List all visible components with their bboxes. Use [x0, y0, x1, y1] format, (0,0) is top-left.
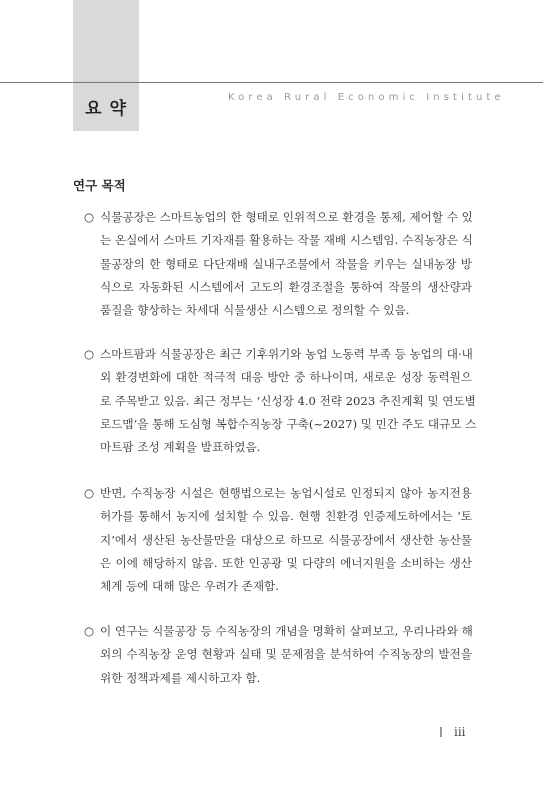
paragraph-2: [84, 343, 477, 459]
bullet-marker: ○: [84, 624, 95, 638]
page-footer: [440, 725, 466, 739]
bullet-marker: ○: [84, 210, 95, 224]
paragraph-line: ○ 반면, 수직농장 시설은 현행법으로는 농업시설로 인정되지 않아 농지전용: [84, 482, 472, 505]
paragraph-line: 품질을 향상하는 차세대 식물생산 시스템으로 정의할 수 있음.: [100, 303, 410, 318]
paragraph-line: 외 환경변화에 대한 적극적 대응 방안 중 하나이며, 새로운 성장 동력원으: [100, 370, 472, 385]
bullet-marker: ○: [84, 486, 95, 500]
paragraph-line: ○ 스마트팜과 식물공장은 최근 기후위기와 농업 노동력 부족 등 농업의 대·내: [84, 343, 472, 366]
paragraph-line: 물공장의 한 형태로 다단재배 실내구조물에서 작물을 키우는 실내농장 방: [100, 256, 472, 271]
paragraph-line: 외의 수직농장 운영 현황과 실태 및 문제점을 분석하여 수직농장의 발전을: [100, 647, 472, 662]
paragraph-line: 은 이에 해당하지 않음. 또한 인공광 및 다량의 에너지원을 소비하는 생산: [100, 555, 472, 570]
paragraph-line: 마트팜 조성 계획을 발표하였음.: [100, 440, 261, 455]
paragraph-1: [84, 206, 472, 322]
paragraph-line: 지’에서 생산된 농산물만을 대상으로 하므로 식물공장에서 생산한 농산물: [100, 532, 472, 547]
paragraph-line: 위한 정책과제를 제시하고자 함.: [100, 670, 261, 685]
paragraph-line: 는 온실에서 스마트 기자재를 활용하는 작물 재배 시스템임. 수직농장은 식: [100, 233, 473, 248]
page-title: 요 약: [85, 99, 127, 119]
paragraph-line: 로 주목받고 있음. 최근 정부는 ‘신성장 4.0 전략 2023 추진계획 및 연도별: [100, 393, 476, 408]
institute-name: Korea Rural Economic Institute: [228, 92, 505, 103]
paragraph-line: 식으로 자동화된 시스템에서 고도의 환경조절을 통하여 작물의 생산량과: [100, 279, 472, 294]
page-number: iii: [454, 725, 466, 739]
paragraph-3: [84, 482, 472, 598]
footer-divider: [440, 727, 442, 737]
paragraph-line: 로드맵’을 통해 도심형 복합수직농장 구축(~2027) 및 민간 주도 대규모 스: [100, 416, 477, 431]
paragraph-line: 체계 등에 대해 많은 우려가 존재함.: [100, 579, 279, 594]
paragraph-line: ○ 식물공장은 스마트농업의 한 형태로 인위적으로 환경을 통제, 제어할 수 있: [84, 206, 472, 229]
paragraph-line: ○ 이 연구는 식물공장 등 수직농장의 개념을 명확히 살펴보고, 우리나라와 해: [84, 620, 472, 643]
bullet-marker: ○: [84, 347, 95, 361]
paragraph-line: 허가를 통해서 농지에 설치할 수 있음. 현행 친환경 인증제도하에서는 ‘토: [100, 509, 472, 524]
section-title: 연구 목적: [73, 178, 126, 193]
header-rule: [0, 82, 543, 83]
paragraph-4: [84, 620, 472, 690]
